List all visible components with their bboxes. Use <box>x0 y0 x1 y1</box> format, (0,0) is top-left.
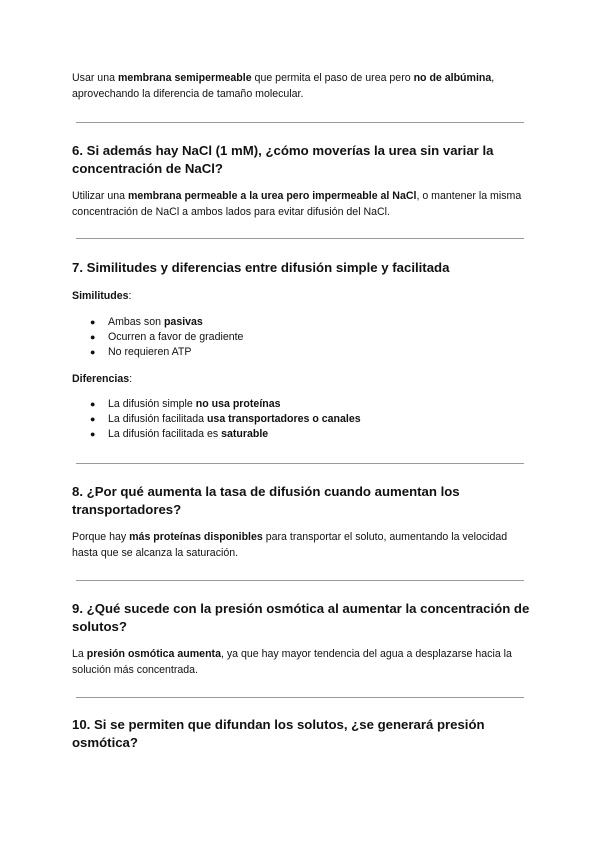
text-run: La difusión facilitada es <box>108 428 222 441</box>
question-8-heading: 8. ¿Por qué aumenta la tasa de difusión cuando aumentan los transportadores? <box>72 484 460 517</box>
list-item <box>72 330 532 345</box>
intro-paragraph <box>72 70 532 102</box>
list-item <box>72 397 532 412</box>
question-6-heading: 6. Si además hay NaCl (1 mM), ¿cómo moverías la urea sin variar la concentración de NaCl? <box>72 143 494 176</box>
question-10-heading: 10. Si se permiten que difundan los solutos, ¿se generará presión osmótica? <box>72 717 485 750</box>
similarities-label: Similitudes: <box>72 290 132 302</box>
bullet-icon: ● <box>90 317 96 327</box>
question-9-heading: 9. ¿Qué sucede con la presión osmótica al aumentar la concentración de solutos? <box>72 601 530 634</box>
bullet-icon: ● <box>90 413 96 424</box>
text-run: La difusión facilitada <box>108 412 207 425</box>
question-8 <box>72 483 532 561</box>
text-run: que permita el paso de urea pero <box>251 72 414 84</box>
bold-text: membrana semipermeable <box>117 72 252 84</box>
text-run: , ya que hay mayor tendencia del agua a desplazarse hacia la solución más concentrada. <box>72 648 512 676</box>
bullet-icon: ● <box>90 398 96 409</box>
bullet-icon: ● <box>90 332 96 343</box>
divider <box>76 463 524 464</box>
intro-text <box>72 70 532 102</box>
question-10 <box>72 716 532 752</box>
text-run: Ocurren a favor de gradiente <box>108 331 244 344</box>
text-run: Ambas son <box>108 316 164 328</box>
text-run: Porque hay <box>72 531 130 543</box>
text-run: La <box>72 648 87 660</box>
text-run: Usar una <box>72 72 118 84</box>
question-9 <box>72 600 532 678</box>
question-9-answer <box>72 646 532 678</box>
bold-text: no de albúmina <box>413 72 492 84</box>
bold-text: saturable <box>221 428 269 441</box>
bold-text: membrana permeable a la urea pero impermeable al NaCl <box>127 190 417 202</box>
list-item <box>72 345 532 360</box>
bullet-icon: ● <box>90 429 96 440</box>
text-run: Utilizar una <box>72 190 128 202</box>
divider <box>76 580 524 581</box>
bold-text: pasivas <box>163 316 203 328</box>
text-run: aprovechando la diferencia de tamaño molecular. <box>72 88 304 100</box>
question-6 <box>72 142 532 220</box>
question-7 <box>72 259 532 442</box>
similarities-list <box>72 315 532 361</box>
list-item <box>72 412 532 427</box>
text-run: para transportar el soluto, aumentando la velocidad hasta que se alcanza la saturación. <box>72 531 508 559</box>
divider <box>76 238 524 239</box>
text-run: , <box>491 72 495 84</box>
divider <box>76 122 524 123</box>
differences-list <box>72 397 532 443</box>
bold-text: usa transportadores o canales <box>206 412 361 425</box>
differences-label: Diferencias: <box>72 372 133 385</box>
question-8-answer <box>72 529 532 561</box>
bullet-icon: ● <box>90 347 96 358</box>
text-run: , o mantener la misma concentración de NaCl a ambos lados para evitar difusión del NaCl. <box>72 190 522 218</box>
question-6-answer <box>72 188 532 220</box>
text-run: No requieren ATP <box>108 346 192 359</box>
question-7-heading: 7. Similitudes y diferencias entre difusión simple y facilitada <box>72 260 450 275</box>
list-item <box>72 315 532 330</box>
bold-text: presión osmótica aumenta <box>86 648 221 660</box>
bold-text: más proteínas disponibles <box>129 531 263 543</box>
list-item <box>72 427 532 442</box>
text-run: La difusión simple <box>108 397 196 410</box>
divider <box>76 697 524 698</box>
bold-text: no usa proteínas <box>195 397 281 410</box>
